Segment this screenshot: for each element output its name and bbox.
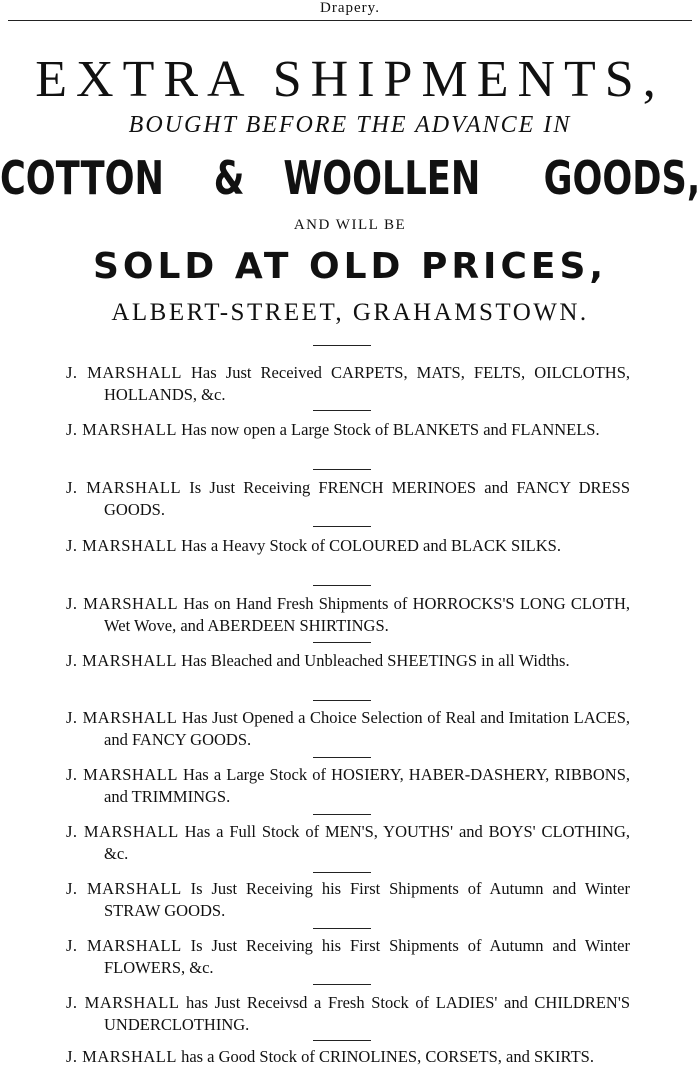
divider-rule bbox=[313, 410, 371, 411]
notice-lead: J. MARSHALL bbox=[66, 879, 182, 898]
notice-lead: J. MARSHALL bbox=[66, 993, 180, 1012]
divider-rule bbox=[313, 526, 371, 527]
divider-rule bbox=[313, 642, 371, 643]
headline-cotton-woollen-goods bbox=[0, 148, 700, 208]
divider-rule bbox=[313, 345, 371, 346]
notice-lead: J. MARSHALL bbox=[66, 765, 178, 784]
headline-word-cotton: COTTON bbox=[0, 151, 164, 205]
notice-item bbox=[66, 707, 630, 751]
notice-text: Has Just Received CARPETS, MATS, FELTS, OILCLOTHS, HOLLANDS, &c. bbox=[104, 363, 630, 404]
notice-text: Is Just Receiving his First Shipments of Autumn and Winter STRAW GOODS. bbox=[104, 879, 630, 920]
notice-lead: J. MARSHALL bbox=[66, 478, 182, 497]
notice-text: Is Just Receiving FRENCH MERINOES and FANCY DRESS GOODS. bbox=[104, 478, 630, 519]
notice-lead: J. MARSHALL bbox=[66, 1047, 177, 1066]
divider-rule bbox=[313, 984, 371, 985]
notice-item bbox=[66, 419, 630, 441]
notice-item bbox=[66, 477, 630, 521]
headline-bought-before: BOUGHT BEFORE THE ADVANCE IN bbox=[128, 112, 572, 138]
divider-rule bbox=[313, 928, 371, 929]
notice-lead: J. MARSHALL bbox=[66, 536, 177, 555]
notice-item bbox=[66, 992, 630, 1036]
notice-text: Has Just Opened a Choice Selection of Real and Imitation LACES, and FANCY GOODS. bbox=[104, 708, 630, 749]
headline-extra-shipments: EXTRA SHIPMENTS, bbox=[35, 51, 665, 108]
notice-text: Has now open a Large Stock of BLANKETS and FLANNELS. bbox=[181, 420, 600, 439]
notice-item bbox=[66, 878, 630, 922]
notice-text: Has a Full Stock of MEN'S, YOUTHS' and BOYS' CLOTHING, &c. bbox=[104, 822, 630, 863]
divider-rule bbox=[313, 872, 371, 873]
header-rule bbox=[8, 20, 692, 21]
headline-and-will-be: AND WILL BE bbox=[293, 217, 407, 233]
notice-item bbox=[66, 1046, 630, 1068]
notice-text: Is Just Receiving his First Shipments of Autumn and Winter FLOWERS, &c. bbox=[104, 936, 630, 977]
divider-rule bbox=[313, 585, 371, 586]
notice-text: Has a Heavy Stock of COLOURED and BLACK SILKS. bbox=[181, 536, 561, 555]
notice-text: Has Bleached and Unbleached SHEETINGS in all Widths. bbox=[181, 651, 570, 670]
headline-address: ALBERT-STREET, GRAHAMSTOWN. bbox=[111, 299, 589, 326]
headline-word-goods: GOODS, bbox=[543, 151, 700, 205]
notice-item bbox=[66, 650, 630, 672]
headline-sold-at-old-prices: SOLD AT OLD PRICES, bbox=[92, 246, 608, 287]
notice-text: has Just Receivsd a Fresh Stock of LADIES' and CHILDREN'S UNDERCLOTHING. bbox=[104, 993, 630, 1034]
section-label: Drapery. bbox=[320, 0, 380, 16]
divider-rule bbox=[313, 814, 371, 815]
notice-item bbox=[66, 593, 630, 637]
notice-item bbox=[66, 935, 630, 979]
notice-item bbox=[66, 362, 630, 406]
headline-word-ampersand: & bbox=[213, 151, 245, 205]
notice-text: Has on Hand Fresh Shipments of HORROCKS'S LONG CLOTH, Wet Wove, and ABERDEEN SHIRTINGS. bbox=[104, 594, 631, 635]
headline-word-woollen: WOOLLEN bbox=[283, 151, 481, 205]
notice-lead: J. MARSHALL bbox=[66, 822, 179, 841]
notice-text: Has a Large Stock of HOSIERY, HABER-DASHERY, RIBBONS, and TRIMMINGS. bbox=[104, 765, 630, 806]
notice-lead: J. MARSHALL bbox=[66, 708, 178, 727]
divider-rule bbox=[313, 700, 371, 701]
notice-item bbox=[66, 821, 630, 865]
divider-rule bbox=[313, 757, 371, 758]
notice-lead: J. MARSHALL bbox=[66, 651, 177, 670]
notice-lead: J. MARSHALL bbox=[66, 420, 177, 439]
divider-rule bbox=[313, 1040, 371, 1041]
notice-lead: J. MARSHALL bbox=[66, 936, 182, 955]
notice-lead: J. MARSHALL bbox=[66, 594, 179, 613]
notice-lead: J. MARSHALL bbox=[66, 363, 182, 382]
notice-item bbox=[66, 535, 630, 557]
notice-item bbox=[66, 764, 630, 808]
divider-rule bbox=[313, 469, 371, 470]
notice-text: has a Good Stock of CRINOLINES, CORSETS, and SKIRTS. bbox=[181, 1047, 594, 1066]
